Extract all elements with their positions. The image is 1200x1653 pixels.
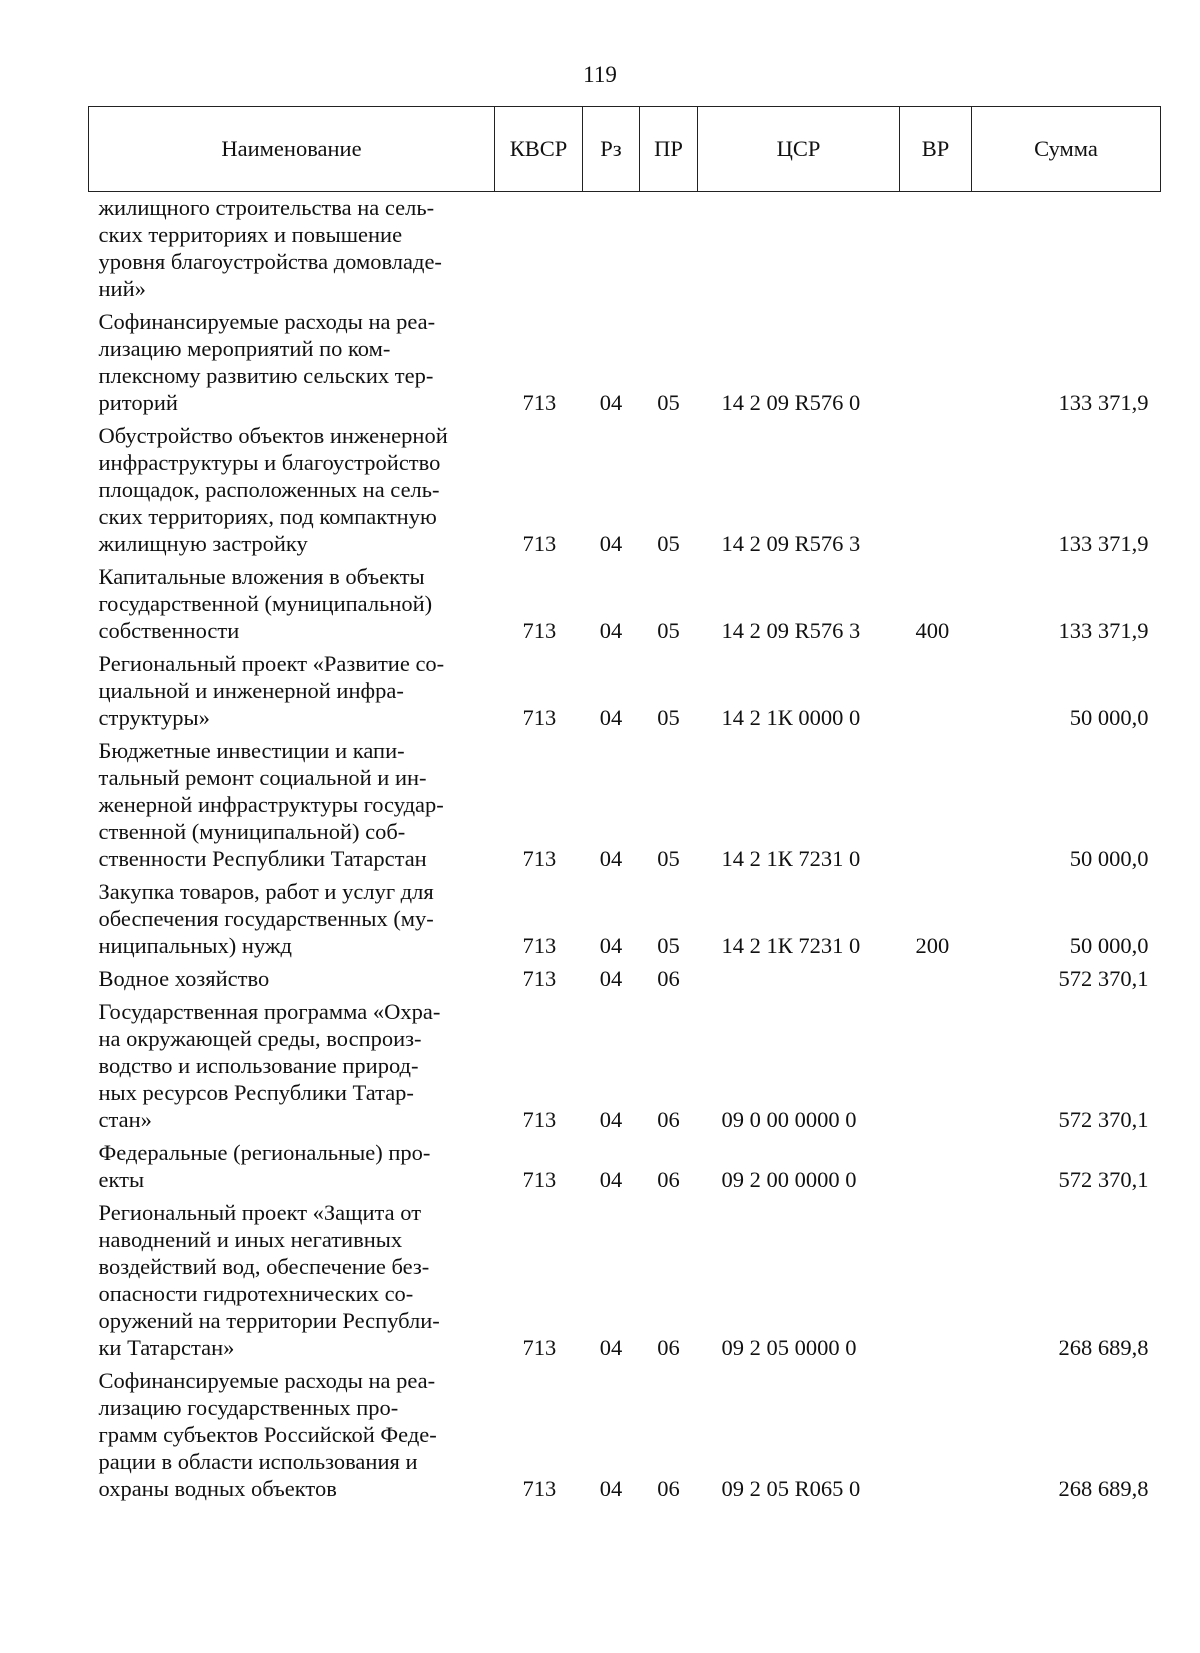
- row-name-line: водство и использование природ-: [98, 1053, 419, 1078]
- row-csr: 09 2 05 0000 0: [721, 1335, 857, 1360]
- row-vr: [900, 1361, 972, 1502]
- row-name: [89, 1361, 495, 1502]
- row-sum: 50 000,0: [1069, 933, 1149, 958]
- row-name-line: тальный ремонт социальной и ин-: [98, 765, 427, 790]
- row-name-line: Капитальные вложения в объекты: [98, 564, 425, 589]
- row-name-line: стан»: [98, 1107, 152, 1132]
- row-pr: 06: [657, 1167, 680, 1192]
- table-row: [89, 872, 1161, 959]
- row-name: [89, 959, 495, 992]
- row-name-line: опасности гидротехнических со-: [98, 1281, 414, 1306]
- row-vr: [900, 992, 972, 1133]
- row-name: [89, 557, 495, 644]
- row-name-line: риторий: [98, 390, 178, 415]
- row-name-line: Государственная программа «Охра-: [98, 999, 441, 1024]
- row-pr: [640, 192, 698, 303]
- table-row: [89, 1193, 1161, 1361]
- table-row: [89, 192, 1161, 303]
- header-kvsr: КВСР: [495, 107, 583, 192]
- row-name-line: уровня благоустройства домовладе-: [98, 249, 442, 274]
- row-sum: 572 370,1: [1058, 1107, 1149, 1132]
- row-name: [89, 731, 495, 872]
- row-name-line: грамм субъектов Российской Феде-: [98, 1422, 437, 1447]
- row-name-line: Обустройство объектов инженерной: [98, 423, 448, 448]
- table-row: [89, 557, 1161, 644]
- row-kvsr: 713: [522, 705, 557, 730]
- header-rz: Рз: [583, 107, 640, 192]
- row-name-line: циальной и инженерной инфра-: [98, 678, 404, 703]
- row-name-line: ниципальных) нужд: [98, 933, 292, 958]
- table-row: [89, 992, 1161, 1133]
- row-kvsr: 713: [522, 531, 557, 556]
- row-pr: 05: [657, 933, 680, 958]
- row-name-line: лизацию государственных про-: [98, 1395, 399, 1420]
- table-row: [89, 731, 1161, 872]
- header-pr: ПР: [640, 107, 698, 192]
- row-pr: 06: [657, 1335, 680, 1360]
- row-name-line: ний»: [98, 276, 146, 301]
- row-csr: 14 2 1К 7231 0: [721, 846, 861, 871]
- table-row: [89, 416, 1161, 557]
- row-kvsr: [495, 192, 583, 303]
- row-pr: 05: [657, 531, 680, 556]
- row-name-line: Закупка товаров, работ и услуг для: [98, 879, 434, 904]
- row-csr: 09 2 05 R065 0: [721, 1476, 861, 1501]
- row-pr: 06: [657, 1107, 680, 1132]
- row-name-line: собственности: [98, 618, 240, 643]
- row-name-line: обеспечения государственных (му-: [98, 906, 434, 931]
- row-rz: 04: [599, 933, 623, 958]
- row-csr: [698, 959, 900, 992]
- table-row: [89, 302, 1161, 416]
- row-kvsr: 713: [522, 1476, 557, 1501]
- row-name-line: ки Татарстан»: [98, 1335, 235, 1360]
- row-csr: [698, 192, 900, 303]
- row-sum: 133 371,9: [1058, 390, 1149, 415]
- row-name-line: Водное хозяйство: [98, 966, 270, 991]
- row-rz: 04: [599, 846, 623, 871]
- page-number: 119: [583, 62, 617, 87]
- row-vr: [900, 1193, 972, 1361]
- row-kvsr: 713: [522, 618, 557, 643]
- row-vr: [900, 416, 972, 557]
- row-kvsr: 713: [522, 966, 557, 991]
- row-name-line: государственной (муниципальной): [98, 591, 433, 616]
- row-csr: 14 2 1К 7231 0: [721, 933, 861, 958]
- row-rz: 04: [599, 1167, 623, 1192]
- row-vr: [900, 1133, 972, 1193]
- row-vr: 400: [915, 618, 950, 643]
- table-row: [89, 644, 1161, 731]
- row-name-line: ских территориях, под компактную: [98, 504, 437, 529]
- row-name: [89, 1193, 495, 1361]
- row-pr: 05: [657, 618, 680, 643]
- row-sum: 268 689,8: [1058, 1476, 1149, 1501]
- row-name-line: на окружающей среды, воспроиз-: [98, 1026, 422, 1051]
- row-vr: [900, 644, 972, 731]
- row-rz: 04: [599, 1476, 623, 1501]
- row-csr: 14 2 09 R576 3: [721, 618, 861, 643]
- row-name-line: Бюджетные инвестиции и капи-: [98, 738, 405, 763]
- row-csr: 09 2 00 0000 0: [721, 1167, 857, 1192]
- row-rz: 04: [599, 1107, 623, 1132]
- row-name-line: структуры»: [98, 705, 210, 730]
- row-name-line: охраны водных объектов: [98, 1476, 337, 1501]
- table-row: [89, 1133, 1161, 1193]
- row-name: [89, 302, 495, 416]
- row-name-line: Региональный проект «Защита от: [98, 1200, 422, 1225]
- row-name-line: ных ресурсов Республики Татар-: [98, 1080, 414, 1105]
- row-pr: 05: [657, 390, 680, 415]
- row-name-line: Региональный проект «Развитие со-: [98, 651, 445, 676]
- table-row: [89, 1361, 1161, 1502]
- row-vr: [900, 959, 972, 992]
- row-name-line: лизацию мероприятий по ком-: [98, 336, 391, 361]
- table-header-row: [89, 107, 1161, 192]
- row-pr: 06: [657, 1476, 680, 1501]
- row-name-line: ских территориях и повышение: [98, 222, 403, 247]
- row-csr: 14 2 09 R576 3: [721, 531, 861, 556]
- row-vr: [900, 731, 972, 872]
- row-kvsr: 713: [522, 846, 557, 871]
- row-name: [89, 992, 495, 1133]
- row-name: [89, 416, 495, 557]
- row-rz: 04: [599, 966, 623, 991]
- budget-table: [88, 106, 1161, 1502]
- row-rz: 04: [599, 531, 623, 556]
- row-name-line: Федеральные (региональные) про-: [98, 1140, 431, 1165]
- row-sum: 50 000,0: [1069, 846, 1149, 871]
- row-csr: 14 2 1К 0000 0: [721, 705, 861, 730]
- row-rz: 04: [599, 705, 623, 730]
- row-sum: 50 000,0: [1069, 705, 1149, 730]
- row-name: [89, 1133, 495, 1193]
- row-name: [89, 644, 495, 731]
- header-sum: Сумма: [972, 107, 1161, 192]
- row-sum: 133 371,9: [1058, 531, 1149, 556]
- row-rz: 04: [599, 618, 623, 643]
- row-kvsr: 713: [522, 1107, 557, 1132]
- row-name-line: плексному развитию сельских тер-: [98, 363, 434, 388]
- row-name-line: рации в области использования и: [98, 1449, 418, 1474]
- row-name-line: Софинансируемые расходы на реа-: [98, 309, 436, 334]
- row-sum: 133 371,9: [1058, 618, 1149, 643]
- table-body: [89, 192, 1161, 1503]
- row-name: [89, 872, 495, 959]
- row-kvsr: 713: [522, 1167, 557, 1192]
- header-name: Наименование: [89, 107, 495, 192]
- row-vr: 200: [915, 933, 950, 958]
- row-name-line: екты: [98, 1167, 145, 1192]
- row-name-line: жилищную застройку: [98, 531, 308, 556]
- row-kvsr: 713: [522, 933, 557, 958]
- row-csr: 14 2 09 R576 0: [721, 390, 861, 415]
- row-name-line: жилищного строительства на сель-: [98, 195, 435, 220]
- row-rz: 04: [599, 1335, 623, 1360]
- row-kvsr: 713: [522, 1335, 557, 1360]
- row-name-line: воздействий вод, обеспечение без-: [98, 1254, 430, 1279]
- header-vr: ВР: [900, 107, 972, 192]
- row-vr: [900, 302, 972, 416]
- row-sum: 572 370,1: [1058, 1167, 1149, 1192]
- row-name: [89, 192, 495, 303]
- row-pr: 05: [657, 846, 680, 871]
- row-sum: 572 370,1: [1058, 966, 1149, 991]
- row-rz: 04: [599, 390, 623, 415]
- row-sum: 268 689,8: [1058, 1335, 1149, 1360]
- row-kvsr: 713: [522, 390, 557, 415]
- row-sum: [972, 192, 1161, 303]
- row-name-line: женерной инфраструктуры государ-: [98, 792, 444, 817]
- row-name-line: площадок, расположенных на сель-: [98, 477, 440, 502]
- header-csr: ЦСР: [698, 107, 900, 192]
- row-vr: [900, 192, 972, 303]
- row-pr: 06: [657, 966, 680, 991]
- row-name-line: наводнений и иных негативных: [98, 1227, 403, 1252]
- table-row: [89, 959, 1161, 992]
- row-csr: 09 0 00 0000 0: [721, 1107, 857, 1132]
- row-name-line: Софинансируемые расходы на реа-: [98, 1368, 436, 1393]
- row-name-line: ственности Республики Татарстан: [98, 846, 427, 871]
- row-pr: 05: [657, 705, 680, 730]
- row-name-line: инфраструктуры и благоустройство: [98, 450, 441, 475]
- row-rz: [583, 192, 640, 303]
- row-name-line: ственной (муниципальной) соб-: [98, 819, 406, 844]
- row-name-line: оружений на территории Республи-: [98, 1308, 440, 1333]
